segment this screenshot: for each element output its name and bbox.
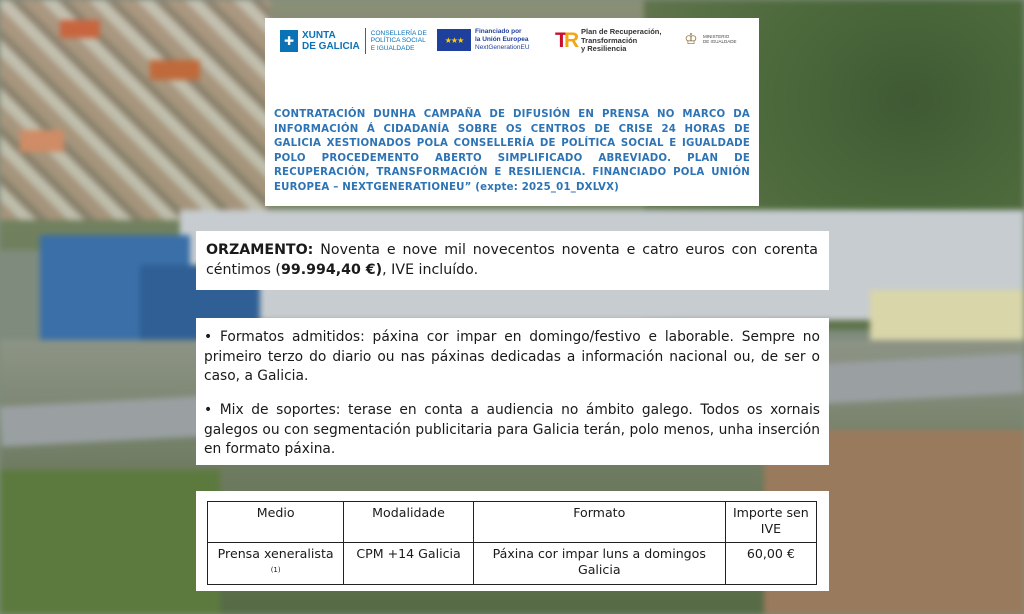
xunta-name: XUNTA DE GALICIA	[302, 30, 360, 52]
budget-amount: 99.994,40 €)	[280, 262, 383, 278]
cell-importe: 60,00 €	[725, 543, 816, 585]
header-panel	[265, 18, 759, 206]
prtr-logo: T R Plan de Recuperación, Transformación y Resiliencia	[555, 27, 662, 53]
cell-formato: Páxina cor impar luns a domingos Galicia	[473, 543, 725, 585]
ministry-logo: ♔ MINISTERIO DE IGUALDADE	[682, 28, 737, 50]
budget-text: ORZAMENTO: Noventa e nove mil novecentos noventa e catro euros con corenta céntimos (99.994,40 €), IVE incluído.	[206, 242, 819, 278]
table-row	[208, 543, 817, 585]
column-header-medio: Medio	[208, 502, 344, 543]
table-header-row	[208, 502, 817, 543]
formats-panel	[196, 318, 829, 465]
cell-modalidade: CPM +14 Galicia	[344, 543, 473, 585]
budget-label: ORZAMENTO:	[206, 242, 314, 258]
budget-panel	[196, 231, 829, 290]
xunta-department: CONSELLERÍA DE POLÍTICA SOCIAL E IGUALDADE	[370, 29, 427, 52]
xunta-logo	[280, 28, 427, 54]
prtr-emblem-icon: T R	[555, 28, 580, 52]
pricing-table	[207, 501, 817, 585]
xunta-emblem-icon: ✚	[280, 30, 298, 52]
pricing-panel	[196, 491, 829, 591]
formats-admitted-item: • Formatos admitidos: páxina cor impar en domingo/festivo e laborable. Sempre no primeiro terzo do diario ou nas páxinas dedicadas a información nacional ou, de ser o caso, a Galicia.	[204, 329, 820, 384]
eu-logo: ★★★ Financiado por la Unión Europea NextGenerationEU	[437, 28, 530, 52]
column-header-formato: Formato	[473, 502, 725, 543]
media-mix-item: • Mix de soportes: terase en conta a audiencia no ámbito galego. Todos os xornais galegos ou con segmentación publicitaria para Galicia terán, polo menos, unha inserción en formato páxina.	[204, 402, 820, 457]
expediente-number: (expte: 2025_01_DXLVX)	[475, 181, 620, 193]
footnote-marker: (1)	[270, 566, 281, 574]
logo-strip	[265, 28, 759, 62]
column-header-importe: Importe sen IVE	[725, 502, 816, 543]
eu-flag-icon: ★★★	[437, 29, 471, 51]
cell-medio: Prensa xeneralista $^{(1)}$	[208, 543, 344, 585]
coat-of-arms-icon: ♔	[684, 30, 698, 48]
contract-title: CONTRATACIÓN DUNHA CAMPAÑA DE DIFUSIÓN EN PRENSA NO MARCO DA INFORMACIÓN Á CIDADANÍA SOBRE OS CENTROS DE CRISE 24 HORAS DE GALICIA XESTIONADOS POLA CONSELLERÍA DE POLÍTICA SOCIAL E IGUALDADE POLO PROCEDEMENTO ABERTO SIMPLIFICADO ABREVIADO. PLAN DE RECUPERACIÓN, TRANSFORMACIÓN E RESILIENCIA. FINANCIADO POLA UNIÓN EUROPEA – NEXTGENERATIONEU” (expte: 2025_01_DXLVX)	[274, 109, 750, 193]
column-header-modalidade: Modalidade	[344, 502, 473, 543]
